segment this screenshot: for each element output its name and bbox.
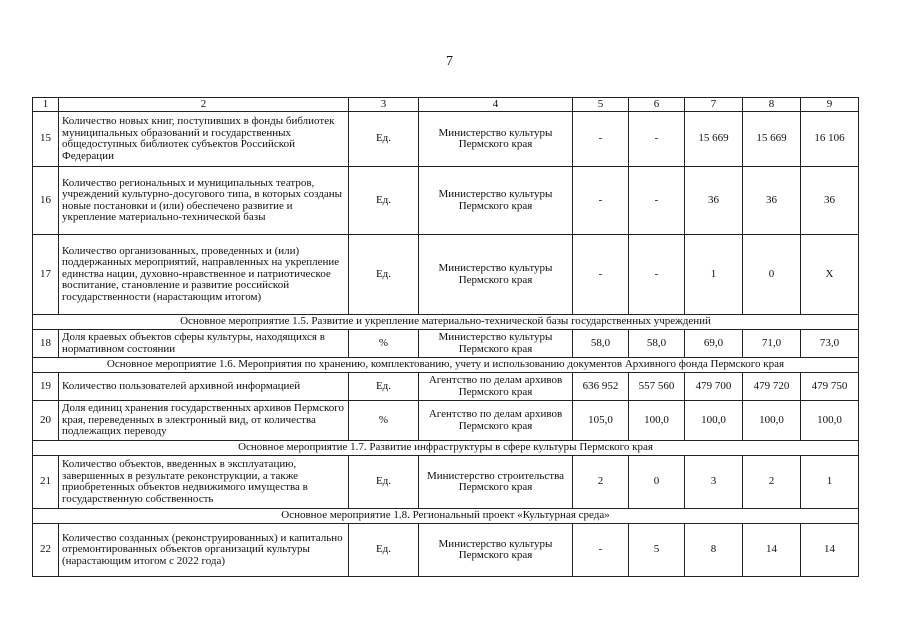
responsible-cell: Министерство культуры Пермского края [419, 167, 573, 235]
col-header: 8 [743, 98, 801, 112]
row-number: 22 [33, 524, 59, 577]
value-cell: Х [801, 235, 859, 315]
indicator-name: Количество региональных и муниципальных театров, учреждений культурно-досугового типа, в которых созданы новые постановки и (или) обеспечено развитие и укрепление материально-технической базы [59, 167, 349, 235]
responsible-cell: Министерство строительства Пермского края [419, 456, 573, 509]
section-title: Основное мероприятие 1.7. Развитие инфраструктуры в сфере культуры Пермского края [33, 441, 859, 456]
col-header: 2 [59, 98, 349, 112]
row-number: 17 [33, 235, 59, 315]
value-cell: 69,0 [685, 330, 743, 358]
section-row [33, 441, 859, 456]
value-cell: 36 [685, 167, 743, 235]
table-row [33, 235, 859, 315]
value-cell: 14 [801, 524, 859, 577]
value-cell: - [573, 524, 629, 577]
value-cell: 636 952 [573, 373, 629, 401]
responsible-cell: Министерство культуры Пермского края [419, 235, 573, 315]
responsible-cell: Министерство культуры Пермского края [419, 112, 573, 167]
value-cell: 2 [573, 456, 629, 509]
value-cell: 14 [743, 524, 801, 577]
unit-cell: Ед. [349, 373, 419, 401]
section-title: Основное мероприятие 1.5. Развитие и укрепление материально-технической базы государственных учреждений [33, 315, 859, 330]
table-header-row [33, 98, 859, 112]
table-row [33, 373, 859, 401]
responsible-cell: Агентство по делам архивов Пермского края [419, 401, 573, 441]
col-header: 9 [801, 98, 859, 112]
row-number: 18 [33, 330, 59, 358]
value-cell: 1 [801, 456, 859, 509]
value-cell: 2 [743, 456, 801, 509]
value-cell: 479 720 [743, 373, 801, 401]
row-number: 15 [33, 112, 59, 167]
section-row [33, 358, 859, 373]
value-cell: 73,0 [801, 330, 859, 358]
value-cell: 15 669 [743, 112, 801, 167]
indicator-name: Количество организованных, проведенных и (или) поддержанных мероприятий, направленных на укрепление единства нации, духовно-нравственное и патриотическое воспитание, становление и развитие российской государственности (нарастающим итогом) [59, 235, 349, 315]
col-header: 6 [629, 98, 685, 112]
row-number: 21 [33, 456, 59, 509]
value-cell: 479 700 [685, 373, 743, 401]
indicator-name: Количество пользователей архивной информацией [59, 373, 349, 401]
value-cell: 8 [685, 524, 743, 577]
indicator-name: Доля краевых объектов сферы культуры, находящихся в нормативном состоянии [59, 330, 349, 358]
unit-cell: Ед. [349, 235, 419, 315]
value-cell: 0 [743, 235, 801, 315]
value-cell: 0 [629, 456, 685, 509]
col-header: 7 [685, 98, 743, 112]
responsible-cell: Агентство по делам архивов Пермского края [419, 373, 573, 401]
value-cell: - [629, 167, 685, 235]
value-cell: 105,0 [573, 401, 629, 441]
page-number: 7 [446, 54, 453, 69]
value-cell: 1 [685, 235, 743, 315]
value-cell: 479 750 [801, 373, 859, 401]
row-number: 16 [33, 167, 59, 235]
section-title: Основное мероприятие 1.6. Мероприятия по хранению, комплектованию, учету и использованию документов Архивного фонда Пермского края [33, 358, 859, 373]
unit-cell: % [349, 330, 419, 358]
unit-cell: % [349, 401, 419, 441]
indicator-name: Количество созданных (реконструированных) и капитально отремонтированных объектов организаций культуры (нарастающим итогом с 2022 года) [59, 524, 349, 577]
responsible-cell: Министерство культуры Пермского края [419, 330, 573, 358]
indicator-name: Количество объектов, введенных в эксплуатацию, завершенных в результате реконструкции, а также приобретенных объектов недвижимого имущества в государственную собственность [59, 456, 349, 509]
value-cell: 100,0 [685, 401, 743, 441]
indicator-name: Количество новых книг, поступивших в фонды библиотек муниципальных образований и государственных общедоступных библиотек субъектов Российской Федерации [59, 112, 349, 167]
unit-cell: Ед. [349, 524, 419, 577]
col-header: 5 [573, 98, 629, 112]
table-row [33, 112, 859, 167]
value-cell: 5 [629, 524, 685, 577]
section-title: Основное мероприятие 1.8. Региональный проект «Культурная среда» [33, 509, 859, 524]
value-cell: 36 [743, 167, 801, 235]
value-cell: - [573, 167, 629, 235]
value-cell: 71,0 [743, 330, 801, 358]
col-header: 1 [33, 98, 59, 112]
value-cell: 36 [801, 167, 859, 235]
table-row [33, 524, 859, 577]
value-cell: 557 560 [629, 373, 685, 401]
indicators-table [32, 97, 859, 577]
col-header: 4 [419, 98, 573, 112]
value-cell: 16 106 [801, 112, 859, 167]
value-cell: 100,0 [743, 401, 801, 441]
table-row [33, 330, 859, 358]
value-cell: 3 [685, 456, 743, 509]
unit-cell: Ед. [349, 456, 419, 509]
value-cell: 58,0 [573, 330, 629, 358]
value-cell: 15 669 [685, 112, 743, 167]
value-cell: - [629, 235, 685, 315]
section-row [33, 509, 859, 524]
responsible-cell: Министерство культуры Пермского края [419, 524, 573, 577]
row-number: 20 [33, 401, 59, 441]
row-number: 19 [33, 373, 59, 401]
col-header: 3 [349, 98, 419, 112]
value-cell: 58,0 [629, 330, 685, 358]
value-cell: - [629, 112, 685, 167]
unit-cell: Ед. [349, 112, 419, 167]
table-row [33, 167, 859, 235]
table-row [33, 401, 859, 441]
section-row [33, 315, 859, 330]
value-cell: - [573, 112, 629, 167]
unit-cell: Ед. [349, 167, 419, 235]
table-row [33, 456, 859, 509]
value-cell: 100,0 [629, 401, 685, 441]
value-cell: - [573, 235, 629, 315]
value-cell: 100,0 [801, 401, 859, 441]
indicator-name: Доля единиц хранения государственных архивов Пермского края, переведенных в электронный вид, от количества подлежащих переводу [59, 401, 349, 441]
